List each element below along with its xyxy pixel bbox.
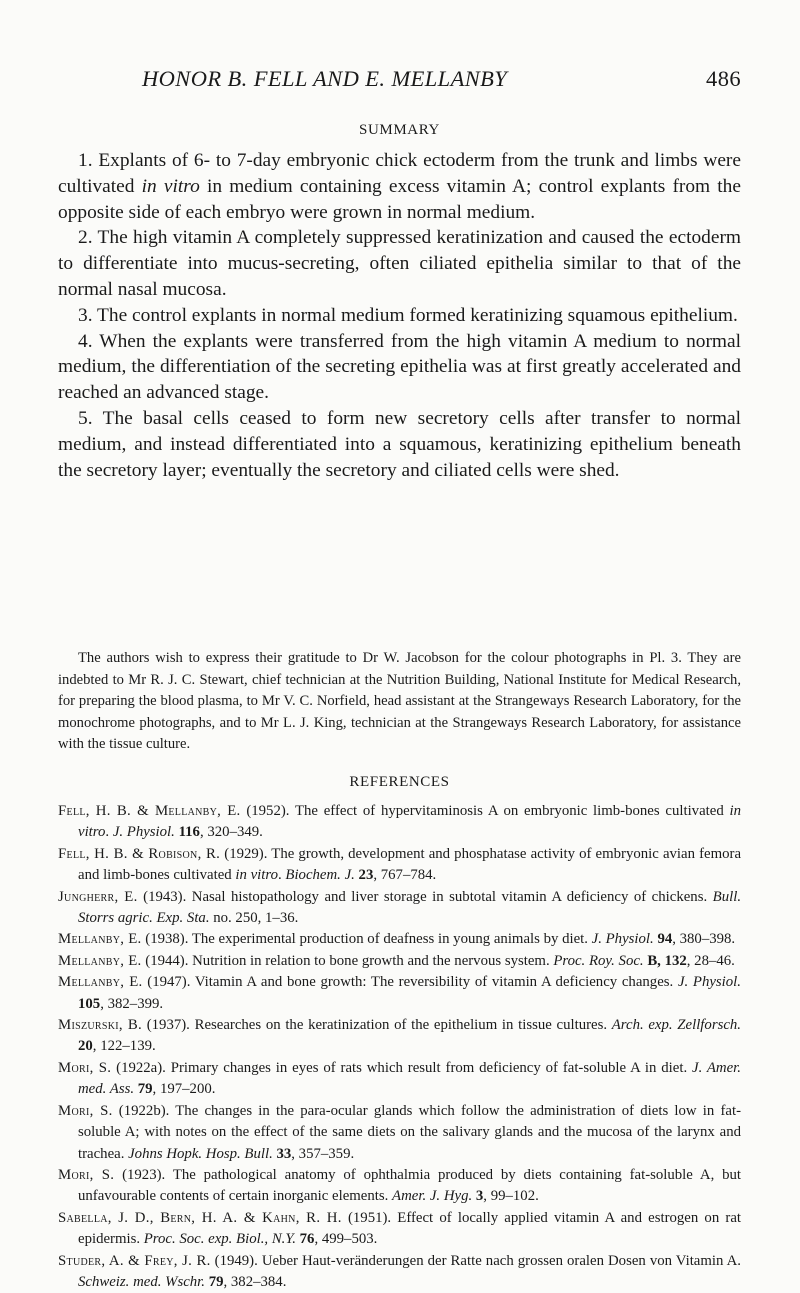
reference-title: Vitamin A and bone growth: The reversibility of vitamin A deficiency changes. bbox=[194, 974, 678, 991]
reference-pages: , 99–102. bbox=[483, 1188, 539, 1205]
reference-year: (1944). bbox=[141, 952, 193, 969]
reference-year: (1922a). bbox=[111, 1059, 171, 1076]
summary-item bbox=[58, 148, 741, 225]
reference-volume: 116 bbox=[178, 824, 200, 841]
reference-volume: 76 bbox=[299, 1231, 315, 1248]
reference-title: Primary changes in eyes of rats which result from deficiency of fat-soluble A in diet. bbox=[170, 1059, 693, 1076]
reference-journal: Arch. exp. Zellforsch. bbox=[611, 1017, 741, 1034]
page-number: 486 bbox=[706, 66, 741, 91]
summary-item-1-pre: 1. Explants of 6- to 7-day embryonic chick ectoderm from the trunk and limbs were cultivated bbox=[58, 150, 741, 197]
reference-title: Nasal histopathology and liver storage in subtotal vitamin A deficiency of chickens. bbox=[191, 888, 713, 905]
reference-authors: Fell, H. B. & Mellanby, E. bbox=[58, 803, 241, 819]
reference-pages: , 197–200. bbox=[152, 1081, 216, 1098]
reference-pages: , 382–384. bbox=[223, 1273, 287, 1290]
reference-volume: 94 bbox=[657, 931, 673, 948]
reference-title-italic: in vitro bbox=[78, 803, 741, 841]
reference-pages: , 28–46. bbox=[686, 952, 735, 969]
reference-journal: J. Physiol. bbox=[677, 974, 741, 991]
reference-pages: , 499–503. bbox=[314, 1231, 378, 1248]
reference-title: The changes in the para-ocular glands which follow the administration of diets low in fat-soluble A; with notes on the effect of the same diets on the salivary glands and the mucosa of the larynx and trachea. bbox=[78, 1102, 741, 1162]
reference-title: Nutrition in relation to bone growth and the nervous system. bbox=[192, 952, 554, 969]
reference-year: (1943). bbox=[137, 888, 192, 905]
summary-item: 5. The basal cells ceased to form new secretory cells after transfer to normal medium, and instead differentiated into a squamous, keratinizing epithelium beneath the secretory layer; eventually the secretory and ciliated cells were shed. bbox=[58, 407, 741, 481]
reference-entry bbox=[58, 887, 741, 930]
reference-year: (1938). bbox=[141, 931, 192, 948]
reference-volume: 3 bbox=[475, 1188, 484, 1205]
reference-journal: Bull. Storrs agric. Exp. Sta. bbox=[78, 888, 742, 927]
reference-year: (1929). bbox=[220, 845, 272, 862]
reference-title-end: . bbox=[278, 867, 286, 884]
reference-year: (1922b). bbox=[112, 1102, 176, 1119]
reference-pages: , 122–139. bbox=[92, 1038, 156, 1055]
reference-title: Researches on the keratinization of the epithelium in tissue cultures. bbox=[194, 1017, 612, 1034]
summary-item: 2. The high vitamin A completely suppressed keratinization and caused the ectoderm to differentiate into mucus-secreting, often ciliated epithelia similar to that of the normal nasal mucosa. bbox=[58, 227, 741, 300]
reference-volume: 23 bbox=[358, 867, 374, 884]
reference-journal: Johns Hopk. Hosp. Bull. bbox=[128, 1145, 273, 1162]
reference-authors: Mellanby, E. bbox=[58, 931, 142, 948]
reference-journal: J. Physiol. bbox=[591, 931, 654, 948]
reference-title: Effect of locally applied vitamin A and estrogen on rat epidermis. bbox=[78, 1209, 742, 1248]
running-header bbox=[58, 66, 741, 96]
reference-journal: Amer. J. Hyg. bbox=[392, 1188, 473, 1205]
reference-year: (1947). bbox=[142, 974, 195, 991]
reference-title: The experimental production of deafness in young animals by diet. bbox=[191, 931, 592, 948]
reference-entry bbox=[58, 844, 741, 887]
reference-entry bbox=[58, 801, 741, 844]
reference-list bbox=[58, 801, 741, 1293]
reference-pages: , 382–399. bbox=[100, 995, 164, 1012]
summary-body bbox=[58, 148, 741, 483]
reference-journal: J. Physiol. bbox=[112, 824, 175, 841]
reference-authors: Studer, A. & Frey, J. R. bbox=[58, 1252, 211, 1269]
reference-entry bbox=[58, 1101, 741, 1165]
reference-entry bbox=[58, 972, 741, 1015]
reference-title: Ueber Haut-veränderungen der Ratte nach grossen oralen Dosen von Vitamin A. bbox=[261, 1252, 741, 1269]
reference-title: The growth, development and phosphatase activity of embryonic avian femora and limb-bones cultivated bbox=[78, 845, 742, 884]
reference-year: (1952). bbox=[240, 803, 295, 819]
reference-authors: Miszurski, B. bbox=[58, 1017, 143, 1034]
reference-volume: 33 bbox=[276, 1145, 292, 1162]
reference-entry bbox=[58, 1058, 741, 1101]
reference-pages: no. 250, 1–36. bbox=[209, 910, 299, 927]
reference-journal: J. Amer. med. Ass. bbox=[78, 1059, 741, 1098]
summary-item-1-em: in vitro bbox=[141, 175, 200, 197]
summary-item: 4. When the explants were transferred from the high vitamin A medium to normal medium, the differentiation of the secreting epithelia was at first greatly accelerated and reached an advanced stage. bbox=[58, 330, 741, 404]
reference-authors: Mellanby, E. bbox=[58, 974, 143, 991]
reference-title: The effect of hypervitaminosis A on embryonic limb-bones cultivated bbox=[294, 803, 730, 819]
reference-pages: , 320–349. bbox=[199, 824, 263, 841]
reference-journal: Schweiz. med. Wschr. bbox=[78, 1273, 205, 1290]
reference-volume: 79 bbox=[208, 1273, 224, 1290]
reference-entry bbox=[58, 1251, 741, 1293]
reference-journal: Proc. Roy. Soc. bbox=[553, 952, 644, 969]
references-heading: REFERENCES bbox=[349, 774, 450, 790]
reference-volume: 79 bbox=[137, 1081, 153, 1098]
reference-entry bbox=[58, 951, 741, 972]
reference-volume: 105 bbox=[78, 995, 101, 1012]
reference-title-italic: in vitro bbox=[235, 867, 278, 884]
reference-title-end: . bbox=[105, 824, 113, 841]
running-title: HONOR B. FELL AND E. MELLANBY bbox=[142, 66, 508, 91]
reference-authors: Sabella, J. D., Bern, H. A. & Kahn, R. H. bbox=[58, 1209, 342, 1226]
summary-heading: SUMMARY bbox=[359, 122, 440, 138]
summary-item: 3. The control explants in normal medium formed keratinizing squamous epithelium. bbox=[78, 304, 738, 326]
reference-volume: 20 bbox=[78, 1038, 93, 1055]
reference-authors: Mori, S. bbox=[58, 1059, 112, 1076]
acknowledgement-text: The authors wish to express their gratitude to Dr W. Jacobson for the colour photographs in Pl. 3. They are indebted to Mr R. J. C. Stewart, chief technician at the Nutrition Building, National Institute for Medical Research, for preparing the blood plasma, to Mr V. C. Norfield, head assistant at the Strangeways Research Laboratory, for the monochrome photographs, and to Mr L. J. King, technician at the Strangeways Research Laboratory, for assistance with the tissue culture. bbox=[58, 650, 741, 753]
reference-pages: , 767–784. bbox=[373, 867, 437, 884]
reference-year: (1949). bbox=[210, 1252, 262, 1269]
reference-authors: Fell, H. B. & Robison, R. bbox=[58, 845, 221, 862]
reference-title: The pathological anatomy of ophthalmia produced by diets containing fat-soluble A, but unfavourable contents of certain inorganic elements. bbox=[78, 1166, 742, 1205]
reference-authors: Jungherr, E. bbox=[58, 888, 138, 905]
reference-year: (1923). bbox=[114, 1166, 173, 1183]
reference-pages: , 380–398. bbox=[672, 931, 736, 948]
summary-item-1-post: in medium containing excess vitamin A; control explants from the opposite side of each embryo were grown in normal medium. bbox=[58, 175, 741, 223]
reference-authors: Mori, S. bbox=[58, 1166, 115, 1183]
reference-authors: Mori, S. bbox=[58, 1102, 113, 1119]
reference-journal: Biochem. J. bbox=[285, 867, 355, 884]
acknowledgement bbox=[58, 648, 741, 756]
reference-authors: Mellanby, E. bbox=[58, 952, 142, 969]
reference-year: (1951). bbox=[341, 1209, 398, 1226]
reference-pages: , 357–359. bbox=[291, 1145, 355, 1162]
reference-entry bbox=[58, 1015, 741, 1058]
reference-journal: Proc. Soc. exp. Biol., N.Y. bbox=[143, 1231, 296, 1248]
reference-year: (1937). bbox=[142, 1017, 195, 1034]
reference-entry bbox=[58, 929, 741, 950]
reference-entry bbox=[58, 1165, 741, 1208]
reference-volume: B, 132 bbox=[647, 952, 687, 969]
reference-entry bbox=[58, 1208, 741, 1251]
